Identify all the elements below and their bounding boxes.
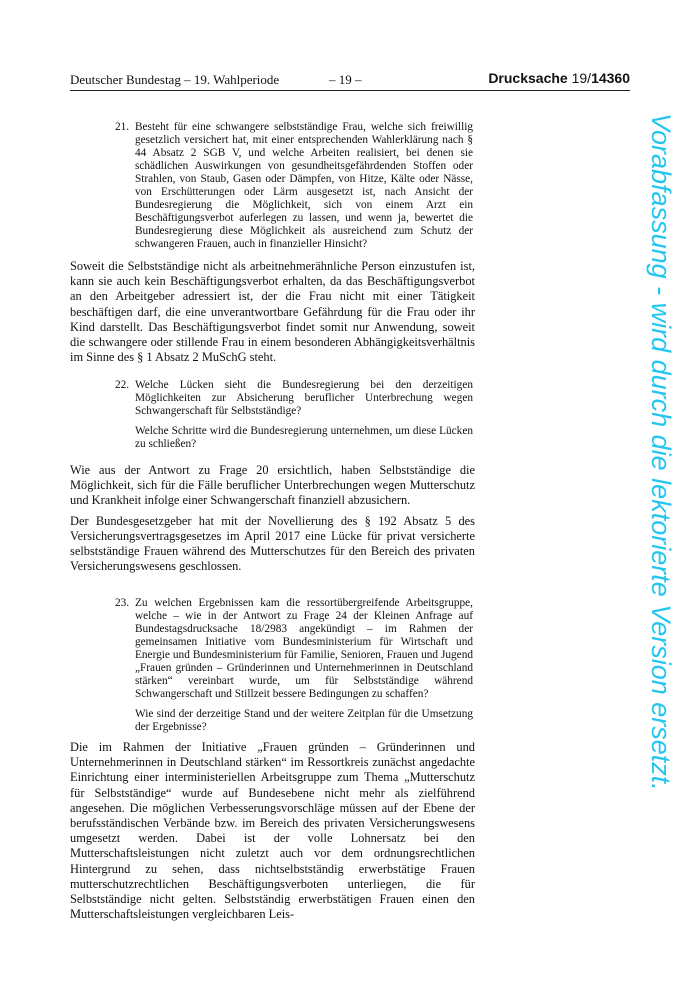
question-text: Besteht für eine schwangere selbstständige Frau, welche sich freiwillig gesetzlich versichert hat, mit einer entsprechenden Wahlerklärung nach § 44 Absatz 2 SGB V, und welche Arbeiten realisiert, bei denen sie schädlichen Auswirkungen von gesundheitsgefährdenden Stoffen oder Strahlen, von Staub, Gasen oder Dämpfen, von Hitze, Kälte oder Nässe, von Erschütterungen oder Lärm ausgesetzt ist, nach Ansicht der Bundesregierung die Möglichkeit, sich von einem Arzt ein Beschäftigungsverbot auferlegen zu lassen, und wenn ja, bewertet die Bundesregierung diese Möglichkeit als ausreichend zum Schutz der schwangeren Frauen, auch in finanzieller Hinsicht? (135, 121, 473, 250)
draft-watermark: Vorabfassung - wird durch die lektorierte Version ersetzt. (646, 113, 676, 791)
question-number: 23. (115, 597, 130, 609)
page-header (70, 70, 630, 91)
answer-paragraph: Soweit die Selbstständige nicht als arbeitnehmerähnliche Person einzustufen ist, kann sie auch kein Beschäftigungsverbot erhalten, da das Beschäftigungsverbot an den Arbeitgeber adressiert ist, der die Frau nicht mit einer Tätigkeit beschäftigen darf, die eine unverantwortbare Gefährdung für die Frau oder ihr Kind darstellt. Das Beschäftigungsverbot findet somit nur Anwendung, soweit die schwangere oder stillende Frau in einem besonderen Abhängigkeitsverhältnis im Sinne des § 1 Absatz 2 MuSchG steht. (70, 259, 475, 365)
page-number: – 19 – (329, 72, 362, 87)
question-number: 21. (115, 121, 130, 133)
question-21 (115, 121, 473, 258)
doc-number-part-b: 14360 (591, 70, 630, 86)
question-number: 22. (115, 379, 130, 391)
answer-paragraph: Wie aus der Antwort zu Frage 20 ersichtlich, haben Selbstständige die Möglichkeit, sich für die Fälle beruflicher Unterbrechungen wegen Mutterschutz und Krankheit infolge einer Schwangerschaft finanziell abzusichern. (70, 463, 475, 508)
header-parliament: Deutscher Bundestag – 19. Wahlperiode (70, 72, 280, 87)
question-23 (115, 597, 473, 741)
doc-label: Drucksache (488, 70, 572, 86)
doc-number (488, 70, 630, 86)
answer-22 (70, 463, 475, 579)
question-text: Zu welchen Ergebnissen kam die ressortübergreifende Arbeitsgruppe, welche – wie in der Antwort zu Frage 24 der Kleinen Anfrage auf Bundestagsdrucksache 18/2983 angekündigt – im Rahmen der gemeinsamen Initiative vom Bundesministerium für Wirtschaft und Energie und Bundesministerium für Familie, Senioren, Frauen und Jugend „Frauen gründen – Gründerinnen und Unternehmerinnen in Deutschland stärken“ vereinbart wurde, um für Selbstständige während Schwangerschaft und Stillzeit bessere Bedingungen zu schaffen? (135, 597, 473, 700)
question-text: Welche Schritte wird die Bundesregierung unternehmen, um diese Lücken zu schließen? (135, 425, 473, 450)
answer-paragraph: Die im Rahmen der Initiative „Frauen gründen – Gründerinnen und Unternehmerinnen in Deutschland stärken“ im Ressortkreis zunächst angedachte Einrichtung einer interministeriellen Arbeitsgruppe zum Thema „Mutterschutz für Selbstständige“ wurde auf Bundesebene nicht mehr als zielführend angesehen. Die möglichen Verbesserungsvorschläge müssen auf der Ebene der berufsständischen Verbände bzw. im Bereich des privaten Versicherungswesens umgesetzt werden. Dabei ist der volle Lohnersatz bei den Mutterschaftsleistungen nicht zuletzt auch vor dem ordnungsrechtlichen Hintergrund zu sehen, dass nichtselbstständig erwerbstätige Frauen mutterschutzrechtlichen Beschäftigungsverboten unterliegen, die für Selbstständige nicht gelten. Selbstständig erwerbstätigen Frauen einen den Mutterschaftsleistungen vergleichbaren Leis- (70, 740, 475, 922)
question-text: Wie sind der derzeitige Stand und der weitere Zeitplan für die Umsetzung der Ergebnisse? (135, 708, 473, 733)
answer-23 (70, 740, 475, 927)
doc-number-part-a: 19/ (571, 70, 592, 86)
answer-paragraph: Der Bundesgesetzgeber hat mit der Novellierung des § 192 Absatz 5 des Versicherungsvertragsgesetzes im April 2017 eine Lücke für privat versicherte selbstständige Frauen während des Mutterschutzes für den Bereich des privaten Versicherungswesens geschlossen. (70, 513, 475, 574)
question-22 (115, 379, 473, 458)
question-text: Welche Lücken sieht die Bundesregierung bei den derzeitigen Möglichkeiten zur Absicherung beruflicher Unterbrechung wegen Schwangerschaft für Selbstständige? (135, 379, 473, 417)
answer-21 (70, 259, 475, 370)
